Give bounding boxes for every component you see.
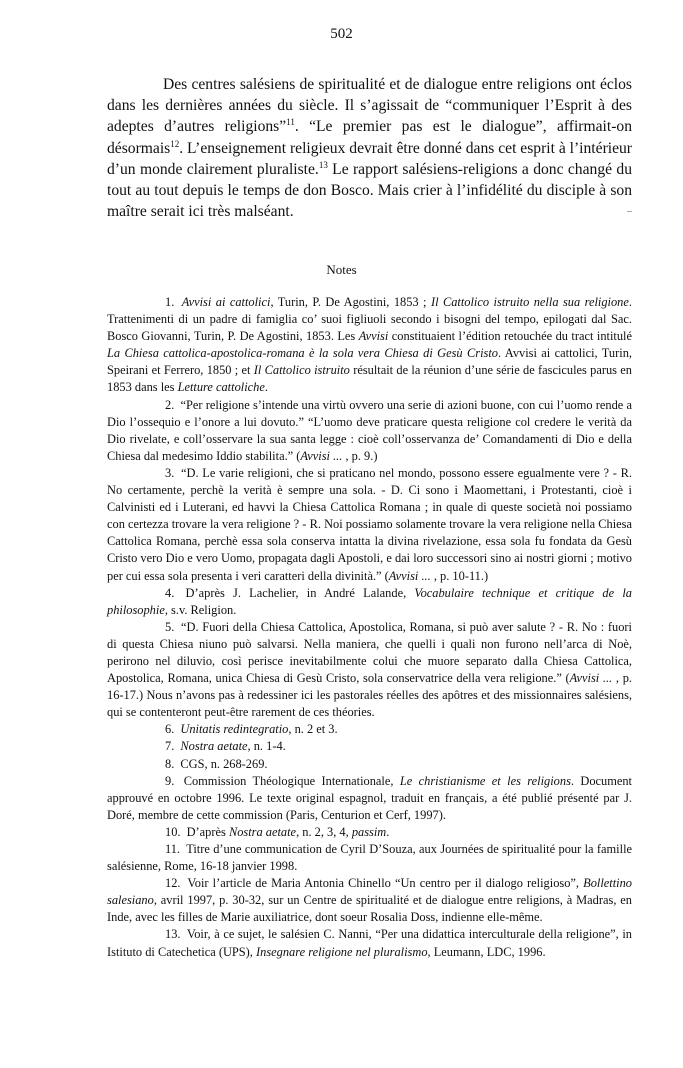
- note-13: [107, 926, 632, 960]
- note-number: 2.: [165, 397, 175, 412]
- note-11: [107, 841, 632, 875]
- note-4: [107, 585, 632, 619]
- note-text: “Per religione s’intende una virtù ovvero una serie di azioni buone, con cui l’uomo rende a Dio l’ossequio e l’onore a lui dovuto.” “L’uomo deve praticare questa religione col credere le verità da Dio rivelate, e coll’osservare la sua santa legge : cioè coll’osservanza de’ Comandamenti di Dio e della Chiesa dal medesimo Iddio stabilita.” (: [107, 397, 632, 463]
- note-7: [107, 738, 632, 755]
- note-title: Unitatis redintegratio: [180, 722, 289, 737]
- note-text: , n. 1-4.: [247, 739, 286, 754]
- note-text: .: [264, 380, 268, 395]
- body-text-part: Des centres salésiens de spiritualité et de dialogue entre religions ont éclos dans les dernières années du siècle. Il s’agissait de “communiquer l’Esprit à des adeptes d’autres religions”: [107, 76, 632, 136]
- note-text: .: [386, 824, 390, 839]
- note-12: [107, 875, 632, 926]
- note-text: , Leumann, LDC, 1996.: [427, 944, 546, 959]
- note-text: Voir, à ce sujet, le salésien C. Nanni, “Per una didattica interculturale della religione”, in Istituto di Catechetica (UPS),: [107, 927, 632, 959]
- page-number: 502: [330, 26, 353, 42]
- note-text: Commission Théologique Internationale,: [183, 773, 400, 788]
- body-text-part: . “Le premier pas est le dialogue”, affirmait-on désormais: [107, 118, 632, 157]
- note-title: Avvisi ...: [569, 671, 613, 686]
- note-text: . Avvisi ai cattolici, Turin, Speirani et Ferrero, 1850 ; et: [107, 346, 632, 378]
- body-text-part: . L’enseignement religieux devrait être donné dans cet esprit à l’intérieur d’un monde clairement pluraliste.: [107, 139, 633, 178]
- note-number: 11.: [165, 842, 181, 856]
- scan-mark: [627, 211, 632, 212]
- note-10: [107, 824, 632, 841]
- note-title: Avvisi ...: [300, 448, 343, 463]
- note-title: La Chiesa cattolica-apostolica-romana è la sola vera Chiesa di Gesù Cristo: [107, 346, 498, 361]
- note-text: , p. 9.): [342, 448, 378, 463]
- note-text: Voir l’article de Maria Antonia Chinello “Un centro per il dialogo religioso”,: [187, 876, 584, 891]
- note-5: [107, 619, 632, 722]
- note-number: 7.: [165, 739, 175, 754]
- footnote-ref-11[interactable]: 11: [286, 117, 295, 128]
- note-2: [107, 397, 632, 465]
- footnote-ref-13[interactable]: 13: [318, 159, 328, 170]
- note-title: Le christianisme et les religions: [399, 773, 571, 788]
- note-text: , p. 16-17.) Nous n’avons pas à redessiner ici les pastorales réelles des apôtres et des missionnaires salésiens, qui se contenteront peut-être rarement de ces théories.: [107, 671, 633, 720]
- notes-section: [107, 294, 632, 961]
- footnote-ref-12[interactable]: 12: [170, 138, 180, 149]
- note-title: Avvisi ...: [388, 568, 431, 583]
- note-text: , p. 10-11.): [430, 568, 489, 583]
- note-title: Il Cattolico istruito: [253, 363, 350, 378]
- note-title: Insegnare religione nel pluralismo: [256, 944, 428, 959]
- note-text: constituaient l’édition retouchée du tract intitulé: [388, 329, 632, 344]
- note-text: , s.v. Religion.: [164, 602, 237, 617]
- note-number: 6.: [165, 722, 175, 737]
- note-title: Avvisi: [358, 329, 389, 344]
- note-number: 1.: [165, 295, 175, 309]
- note-text: . Trattenimenti di un padre di famiglia co’ suoi figliuoli secondo i bisogni del tempo, epilogati dal Sac. Bosco Giovanni, Turin, P. De Agostini, 1853. Les: [107, 295, 632, 344]
- note-text: résultait de la réunion d’une série de fascicules parus en 1853 dans les: [107, 363, 632, 395]
- note-text: , n. 2, 3, 4,: [296, 824, 352, 839]
- note-text: , Turin, P. De Agostini, 1853 ;: [270, 295, 431, 309]
- note-text: “D. Le varie religioni, che si praticano nel mondo, possono essere egualmente vere ? - R. No certamente, perchè la verità è sempre una sola. - D. Ci sono i Maomettani, i Protestanti, cioè i Calvinisti ed i Luterani, ed havvi la Chiesa Cattolica Romana ; in quale di queste società noi possiamo con certezza trovare la vera religione ? - R. Noi possiamo solamente trovare la vera religione nella Chiesa Cattolica Romana, perchè essa sola conserva intatta la divina rivelazione, essa sola fu fondata da Gesù Cristo vero Dio e vero Uomo, propagata dagli Apostoli, e dai loro successori sino ai nostri giorni ; motivo per cui essa sola presenta i veri caratteri della divinità.” (: [107, 465, 632, 583]
- note-title: Nostra aetate: [180, 739, 248, 754]
- body-text-part: Le rapport salésiens-religions a donc changé du tout au tout depuis le temps de don Bosco. Mais crier à l’infidélité du disciple à son maître serait ici très malséant.: [107, 160, 632, 221]
- note-number: 8.: [165, 756, 175, 771]
- note-number: 5.: [165, 619, 175, 634]
- notes-heading: Notes: [326, 262, 357, 277]
- note-3: [107, 465, 632, 585]
- note-1: [107, 294, 632, 397]
- note-number: 10.: [165, 824, 181, 839]
- note-number: 9.: [165, 773, 175, 788]
- note-text: D’après J. Lachelier, in André Lalande,: [185, 585, 415, 600]
- note-6: [107, 721, 632, 738]
- note-number: 4.: [165, 585, 175, 600]
- note-title: Letture cattoliche: [177, 380, 265, 395]
- note-9: [107, 773, 632, 824]
- note-title: Il Cattolico istruito nella sua religione: [430, 295, 629, 309]
- note-text: Titre d’une communication de Cyril D’Souza, aux Journées de spiritualité pour la famille salésienne, Rome, 16-18 janvier 1998.: [107, 842, 633, 874]
- note-title: Vocabulaire technique et critique de la philosophie: [107, 585, 632, 617]
- note-title: Nostra aetate: [228, 824, 297, 839]
- note-title: Bollettino salesiano: [107, 876, 633, 908]
- note-title: Avvisi ai cattolici: [181, 295, 271, 309]
- note-text: “D. Fuori della Chiesa Cattolica, Apostolica, Romana, si può aver salute ? - R. No : fuori di questa Chiesa niuno può salvarsi. Nella maniera, che quelli i quali non furono nell’arca di Noè, perirono nel diluvio, così perisce inevitabilmente colui che muore separato dalla Chiesa Cattolica, Apostolica, Romana, unica Chiesa di Gesù Cristo, sola conservatrice della vera religione.” (: [107, 619, 632, 686]
- note-text: , avril 1997, p. 30-32, sur un Centre de spiritualité et de dialogue entre religions, à Madras, en Inde, avec les filles de Marie auxiliatrice, dont soeur Rosalia Doss, indienne elle-même.: [107, 893, 632, 925]
- note-text: CGS, n. 268-269.: [180, 756, 268, 771]
- note-number: 13.: [165, 927, 181, 942]
- note-title: passim: [351, 824, 387, 839]
- note-text: , n. 2 et 3.: [288, 722, 338, 737]
- body-paragraph: [107, 74, 632, 222]
- note-text: . Document approuvé en octobre 1996. Le texte original espagnol, traduit en français, a été publié présenté par J. Doré, membre de cette commission (Paris, Centurion et Cerf, 1997).: [107, 773, 632, 822]
- note-text: D’après: [186, 824, 229, 839]
- note-8: [107, 756, 632, 773]
- note-number: 12.: [165, 876, 181, 891]
- note-number: 3.: [165, 465, 175, 480]
